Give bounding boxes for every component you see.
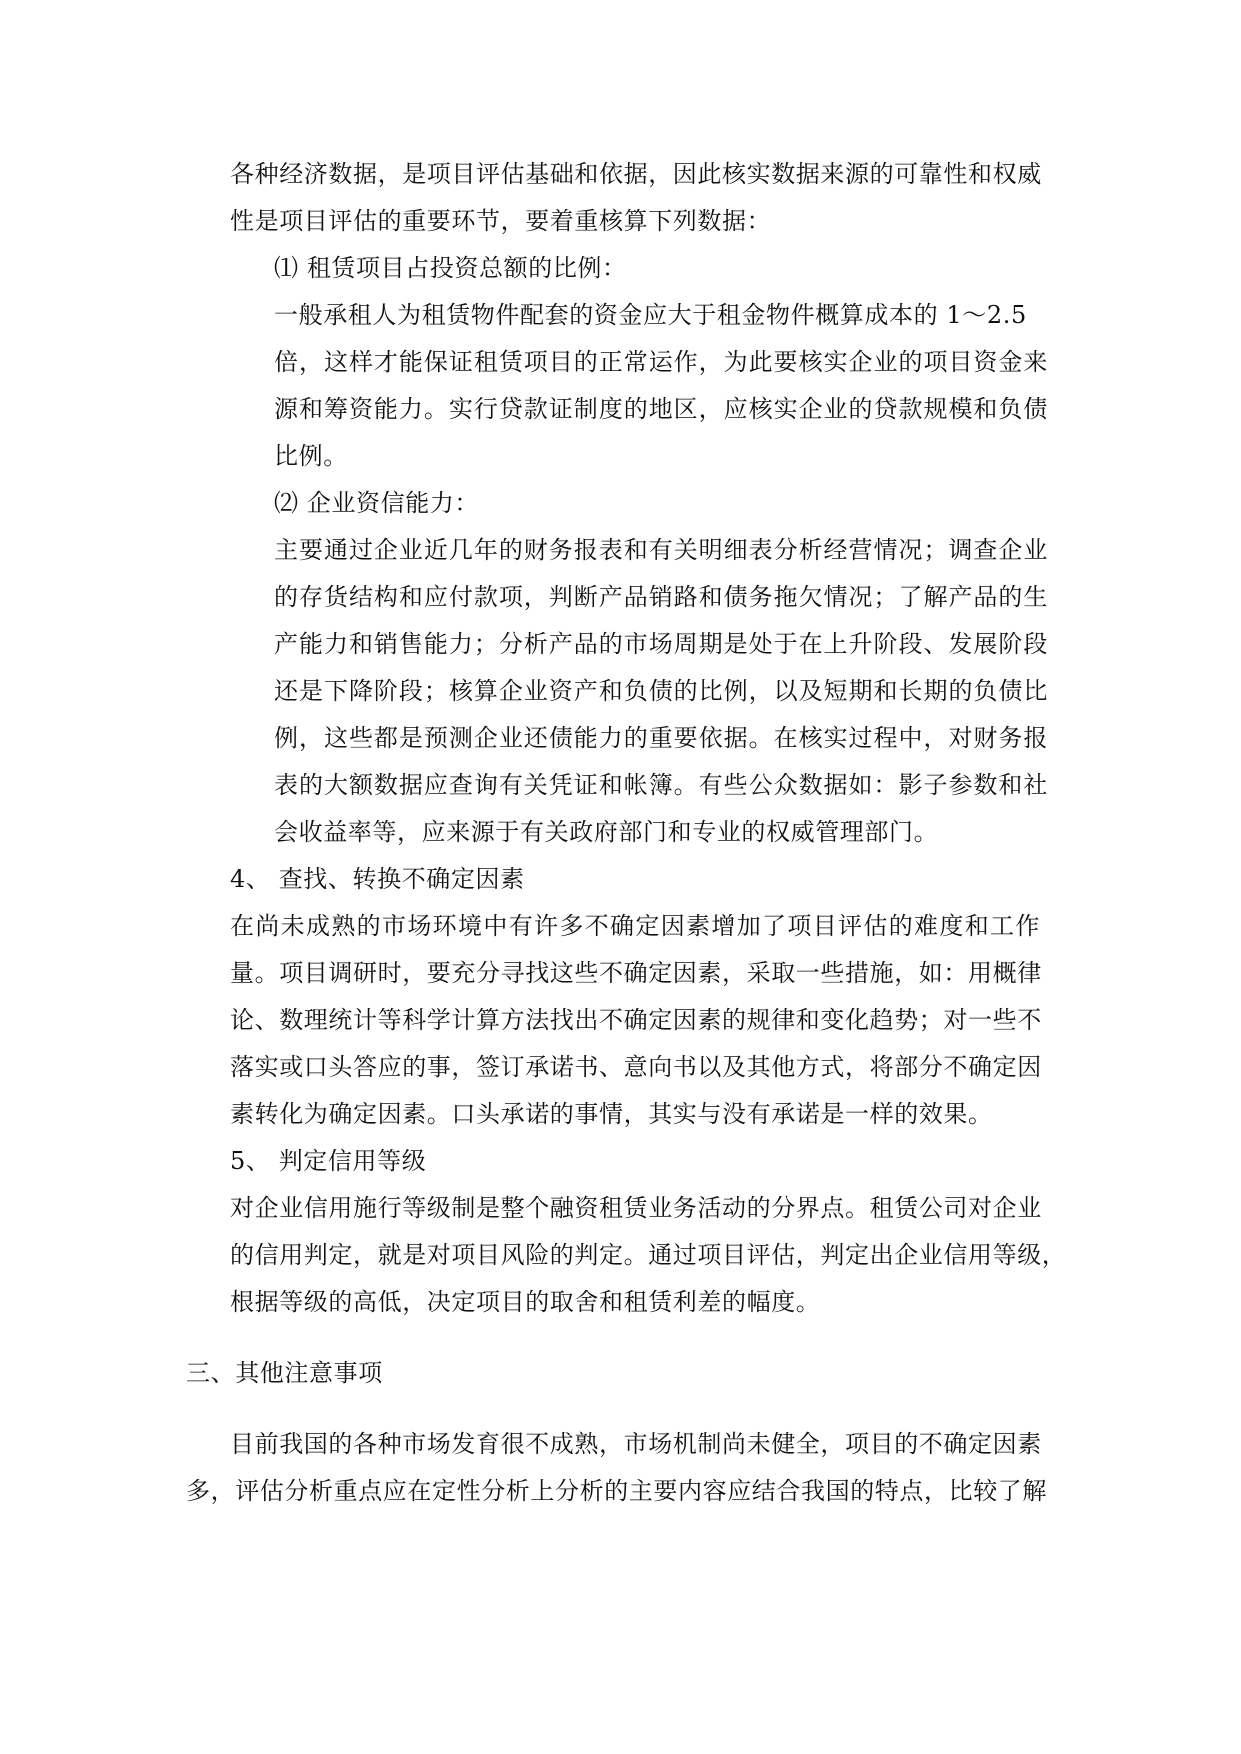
paragraph-line: 还是下降阶段；核算企业资产和负债的比例，以及短期和长期的负债比: [274, 677, 1048, 705]
paragraph-line: 例，这些都是预测企业还债能力的重要依据。在核实过程中，对财务报: [274, 724, 1048, 752]
paragraph-line: 多，评估分析重点应在定性分析上分析的主要内容应结合我国的特点，比较了解: [186, 1477, 1047, 1505]
paragraph-line: 目前我国的各种市场发育很不成熟，市场机制尚未健全，项目的不确定因素: [230, 1430, 1042, 1458]
subheading-credit-ability: ⑵ 企业资信能力：: [274, 489, 480, 517]
heading-item-4: 4、 查找、转换不确定因素: [230, 865, 525, 893]
paragraph-line: 比例。: [274, 442, 348, 470]
subheading-rental-ratio: ⑴ 租赁项目占投资总额的比例：: [274, 254, 627, 282]
paragraph-line: 在尚未成熟的市场环境中有许多不确定因素增加了项目评估的难度和工作: [230, 912, 1040, 940]
heading-item-5: 5、 判定信用等级: [230, 1147, 427, 1175]
paragraph-line: 倍，这样才能保证租赁项目的正常运作，为此要核实企业的项目资金来: [274, 348, 1048, 376]
paragraph-line: 素转化为确定因素。口头承诺的事情，其实与没有承诺是一样的效果。: [230, 1100, 993, 1128]
paragraph-line: 一般承租人为租赁物件配套的资金应大于租金物件概算成本的 1～2.5: [274, 301, 1027, 329]
paragraph-line: 会收益率等，应来源于有关政府部门和专业的权威管理部门。: [274, 818, 939, 846]
paragraph-line: 的信用判定，就是对项目风险的判定。通过项目评估，判定出企业信用等级，: [230, 1241, 1067, 1269]
paragraph-line: 表的大额数据应查询有关凭证和帐簿。有些公众数据如：影子参数和社: [274, 771, 1048, 799]
paragraph-line: 根据等级的高低，决定项目的取舍和租赁利差的幅度。: [230, 1288, 821, 1316]
paragraph-line: 论、数理统计等科学计算方法找出不确定因素的规律和变化趋势；对一些不: [230, 1006, 1042, 1034]
paragraph-line: 的存货结构和应付款项，判断产品销路和债务拖欠情况；了解产品的生: [274, 583, 1048, 611]
paragraph-line: 主要通过企业近几年的财务报表和有关明细表分析经营情况；调查企业: [274, 536, 1048, 564]
paragraph-line: 量。项目调研时，要充分寻找这些不确定因素，采取一些措施，如：用概律: [230, 959, 1042, 987]
section-heading: 三、其他注意事项: [186, 1359, 383, 1387]
paragraph-line: 产能力和销售能力；分析产品的市场周期是处于在上升阶段、发展阶段: [274, 630, 1048, 658]
paragraph-line: 对企业信用施行等级制是整个融资租赁业务活动的分界点。租赁公司对企业: [230, 1194, 1042, 1222]
paragraph-line: 性是项目评估的重要环节，要着重核算下列数据：: [230, 207, 772, 235]
paragraph-line: 源和筹资能力。实行贷款证制度的地区，应核实企业的贷款规模和负债: [274, 395, 1048, 423]
paragraph-line: 各种经济数据，是项目评估基础和依据，因此核实数据来源的可靠性和权威: [230, 160, 1042, 188]
paragraph-line: 落实或口头答应的事，签订承诺书、意向书以及其他方式，将部分不确定因: [230, 1053, 1042, 1081]
